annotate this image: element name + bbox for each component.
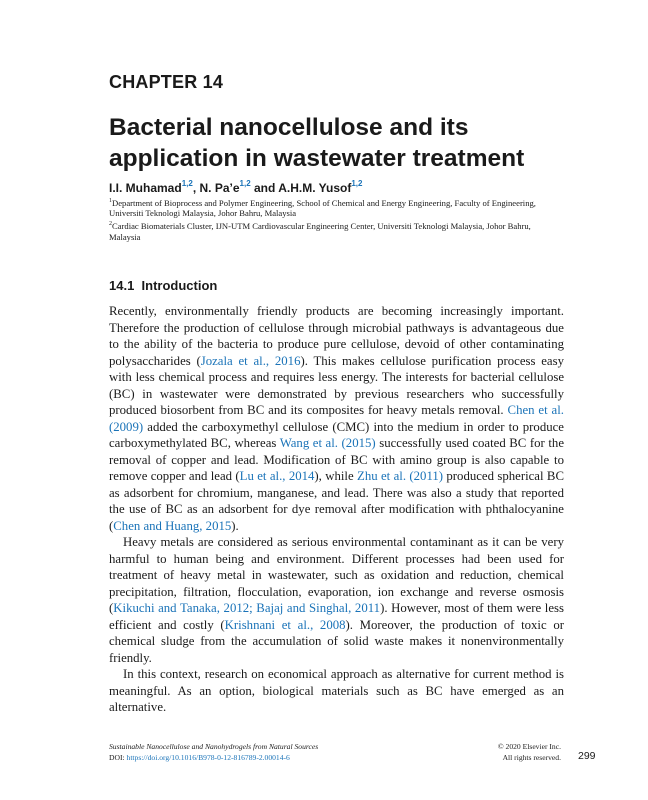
citation-link[interactable]: Chen et al. (2009)	[109, 403, 564, 434]
affiliation-text: Cardiac Biomaterials Cluster, IJN-UTM Cardiovascular Engineering Center, Universiti Teknologi Malaysia, Johor Bahru, Malaysia	[109, 220, 531, 242]
citation-link[interactable]: Wang et al. (2015)	[279, 436, 376, 450]
footer-copyright	[498, 742, 561, 763]
author-list	[109, 180, 362, 195]
body-text	[109, 303, 564, 716]
text-run: ), while	[314, 469, 358, 483]
page-number: 299	[578, 750, 596, 762]
footer-book-info	[109, 742, 409, 763]
paragraph-3	[109, 666, 564, 716]
text-run: Recently, environmentally friendly products are becoming increasingly important. Therefore the production of cellulose through microbial pathways is advantageous due to the ability of the bacteria to produce pure cellulose, devoid of other contaminating polysaccharides (	[109, 304, 564, 368]
section-number: 14.1	[109, 278, 135, 293]
text-run: produced spherical BC as adsorbent for chromium, manganese, and lead. There was also a study that reported the use of BC as an adsorbent for dye removal after modification with phthalocyanine (	[109, 469, 564, 533]
affiliation-1	[109, 196, 557, 219]
doi-line	[109, 753, 409, 764]
affiliation-2	[109, 219, 557, 242]
text-run: ). However, most of them were less efficient and costly (	[109, 601, 564, 632]
paragraph-1	[109, 303, 564, 534]
text-run: Heavy metals are considered as serious environmental contaminant as it can be very harmful to human being and environment. Different processes had been used for treatment of heavy metal in wastewater, such as oxidation and reduction, chemical precipitation, filtration, flocculation, evaporation, ion exchange and reverse osmosis (	[109, 535, 564, 615]
section-heading	[109, 278, 217, 293]
author-name: A.H.M. Yusof	[278, 181, 352, 195]
text-run: added the carboxymethyl cellulose (CMC) into the medium in order to produce carboxymethylated BC, whereas	[109, 419, 564, 450]
affiliations	[109, 196, 557, 242]
citation-link[interactable]: Chen and Huang, 2015	[113, 518, 232, 533]
copyright-text: © 2020 Elsevier Inc.	[497, 742, 561, 751]
citation-link[interactable]: Lu et al., 2014	[239, 469, 315, 483]
citation-link[interactable]: Jozala et al., 2016	[200, 353, 301, 368]
text-run: ).	[231, 518, 239, 533]
doi-link[interactable]: https://doi.org/10.1016/B978-0-12-816789-2.00014-6	[126, 752, 290, 762]
author-separator: and	[250, 181, 279, 195]
author-name: N. Pa’e	[199, 181, 240, 195]
chapter-title	[109, 112, 569, 174]
author-name: I.I. Muhamad	[109, 181, 182, 195]
author-affil-ref[interactable]: 1,2	[239, 179, 251, 188]
author-affil-ref[interactable]: 1,2	[351, 179, 363, 188]
affiliation-number: 2	[109, 221, 112, 228]
author-separator: ,	[192, 181, 200, 195]
doi-label: DOI:	[109, 752, 127, 762]
rights-text: All rights reserved.	[502, 752, 561, 762]
text-run: successfully used coated BC for the removal of copper and lead. Modification of BC with amino group is also capable to remove copper and lead (	[109, 436, 564, 483]
chapter-label: CHAPTER 14	[109, 72, 224, 92]
citation-link[interactable]: Krishnani et al., 2008	[224, 617, 346, 632]
affiliation-number: 1	[109, 198, 112, 204]
paragraph-2	[109, 534, 564, 666]
author-affil-ref[interactable]: 1,2	[181, 179, 193, 188]
text-run: ). This makes cellulose purification process easy with less chemical process and requires less energy. The interests for bacterial cellulose (BC) in wastewater were demonstrated by previous researchers who successfully produced biosorbent from BC and its composites for heavy metals removal.	[109, 353, 564, 417]
citation-link[interactable]: Zhu et al. (2011)	[357, 469, 444, 483]
chapter-title-line-1: Bacterial nanocellulose and its	[109, 114, 469, 141]
text-run: In this context, research on economical approach as alternative for current method is meaningful. As an option, biological materials such as BC have emerged as an alternative.	[109, 667, 564, 714]
chapter-title-line-2: application in wastewater treatment	[109, 145, 525, 172]
citation-link[interactable]: Kikuchi and Tanaka, 2012; Bajaj and Singhal, 2011	[113, 601, 381, 615]
affiliation-text: Department of Bioprocess and Polymer Engineering, School of Chemical and Energy Engineering, Faculty of Engineering, Universiti Teknologi Malaysia, Johor Bahru, Malaysia	[109, 197, 536, 219]
section-title: Introduction	[141, 278, 218, 293]
book-title: Sustainable Nanocellulose and Nanohydrogels from Natural Sources	[109, 742, 319, 751]
text-run: ). Moreover, the production of toxic or chemical sludge from the accumulation of solid waste makes it nonenvironmentally friendly.	[109, 617, 564, 665]
